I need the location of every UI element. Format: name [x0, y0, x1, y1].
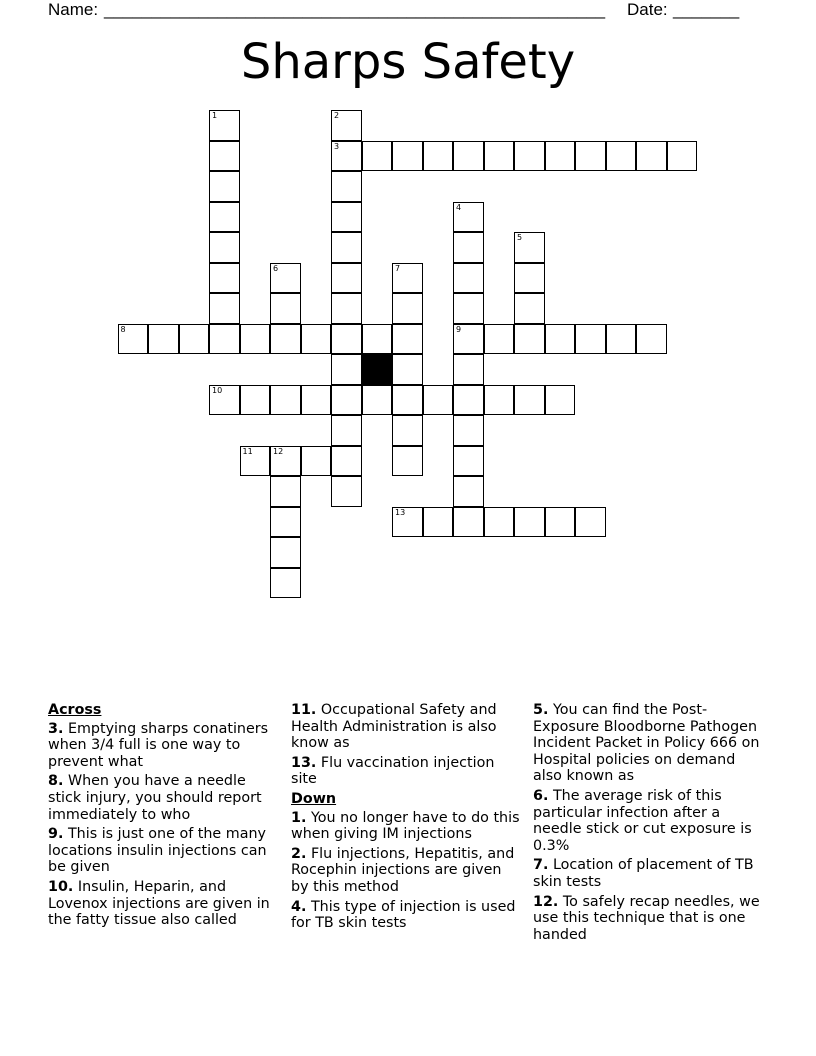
clue-number: 9: [456, 324, 462, 334]
clues-column-3: [533, 702, 765, 946]
grid-cell[interactable]: [575, 141, 606, 172]
grid-cell[interactable]: [331, 202, 362, 233]
grid-cell[interactable]: [270, 293, 301, 324]
grid-cell[interactable]: [270, 537, 301, 568]
grid-cell[interactable]: [606, 141, 637, 172]
grid-cell[interactable]: [514, 507, 545, 538]
down-heading: Down: [291, 790, 337, 807]
grid-cell[interactable]: [453, 232, 484, 263]
grid-cell[interactable]: [362, 385, 393, 416]
grid-cell[interactable]: [606, 324, 637, 355]
grid-cell[interactable]: [209, 171, 240, 202]
grid-cell[interactable]: [362, 324, 393, 355]
grid-cell[interactable]: [270, 324, 301, 355]
grid-cell[interactable]: [392, 446, 423, 477]
grid-cell[interactable]: [575, 507, 606, 538]
grid-cell[interactable]: [331, 110, 362, 141]
grid-cell[interactable]: [453, 507, 484, 538]
clue-number: 8: [120, 324, 126, 334]
name-blank[interactable]: _____________________________________________________: [104, 0, 606, 19]
across-clue: 3. Emptying sharps conatiners when 3/4 full is one way to prevent what: [48, 720, 269, 770]
down-clue: 1. You no longer have to do this when giving IM injections: [291, 809, 520, 843]
grid-cell[interactable]: [453, 293, 484, 324]
grid-cell[interactable]: [331, 324, 362, 355]
clue-number: 1: [212, 111, 218, 120]
grid-cell[interactable]: [331, 476, 362, 507]
date-label: Date:: [627, 0, 668, 19]
across-clue: 13. Flu vaccination injection site: [291, 754, 495, 788]
grid-cell[interactable]: [453, 415, 484, 446]
grid-cell[interactable]: [484, 507, 515, 538]
date-blank[interactable]: _______: [673, 0, 740, 19]
clue-number: 4: [456, 202, 462, 212]
grid-cell[interactable]: [209, 141, 240, 172]
grid-cell[interactable]: [453, 354, 484, 385]
across-heading: Across: [48, 702, 102, 718]
grid-cell[interactable]: [209, 110, 240, 141]
clue-number: 10: [212, 385, 223, 395]
grid-cell[interactable]: [514, 293, 545, 324]
grid-cell[interactable]: [240, 324, 271, 355]
across-clue: 11. Occupational Safety and Health Administration is also know as: [291, 702, 497, 752]
clue-number: 2: [334, 111, 340, 120]
grid-cell[interactable]: [453, 263, 484, 294]
grid-cell[interactable]: [270, 263, 301, 294]
down-clue: 6. The average risk of this particular infection after a needle stick or cut exposure is 0.3%: [533, 787, 752, 854]
grid-cell[interactable]: [209, 324, 240, 355]
clue-number: 6: [273, 263, 279, 273]
grid-cell[interactable]: [575, 324, 606, 355]
grid-cell[interactable]: [118, 324, 149, 355]
grid-cell[interactable]: [453, 202, 484, 233]
grid-cell[interactable]: [545, 141, 576, 172]
down-clue: 5. You can find the Post-Exposure Bloodborne Pathogen Incident Packet in Policy 666 on Hospital policies on demand also known as: [533, 702, 760, 785]
grid-cell[interactable]: [545, 507, 576, 538]
grid-cell[interactable]: [453, 385, 484, 416]
clue-number: 3: [334, 141, 340, 151]
grid-cell[interactable]: [514, 385, 545, 416]
grid-cell[interactable]: [484, 141, 515, 172]
grid-cell[interactable]: [423, 141, 454, 172]
grid-cell[interactable]: [423, 385, 454, 416]
grid-cell[interactable]: [453, 476, 484, 507]
clue-number: 13: [395, 507, 406, 517]
grid-cell[interactable]: [667, 141, 698, 172]
grid-cell[interactable]: [331, 446, 362, 477]
grid-cell[interactable]: [392, 415, 423, 446]
grid-cell[interactable]: [270, 385, 301, 416]
clue-number: 12: [273, 446, 284, 456]
down-clue: 12. To safely recap needles, we use this technique that is one handed: [533, 893, 760, 943]
black-cell: [362, 354, 393, 385]
grid-cell[interactable]: [331, 354, 362, 385]
grid-cell[interactable]: [545, 324, 576, 355]
clue-number: 11: [242, 446, 253, 456]
grid-cell[interactable]: [453, 141, 484, 172]
grid-cell[interactable]: [392, 141, 423, 172]
grid-cell[interactable]: [331, 293, 362, 324]
grid-cell[interactable]: [362, 141, 393, 172]
grid-cell[interactable]: [331, 385, 362, 416]
name-label: Name:: [48, 0, 99, 19]
grid-cell[interactable]: [301, 324, 332, 355]
grid-cell[interactable]: [392, 293, 423, 324]
clue-number: 7: [395, 263, 401, 273]
clue-number: 5: [517, 233, 523, 242]
grid-cell[interactable]: [331, 415, 362, 446]
grid-cell[interactable]: [484, 385, 515, 416]
grid-cell[interactable]: [331, 263, 362, 294]
grid-cell[interactable]: [240, 385, 271, 416]
grid-cell[interactable]: [331, 232, 362, 263]
grid-cell[interactable]: [545, 385, 576, 416]
down-clue: 7. Location of placement of TB skin tests: [533, 857, 754, 890]
grid-cell[interactable]: [270, 507, 301, 538]
grid-cell[interactable]: [514, 232, 545, 263]
grid-cell[interactable]: [240, 446, 271, 477]
page-title: Sharps Safety: [240, 34, 576, 90]
grid-cell[interactable]: [331, 141, 362, 172]
grid-cell[interactable]: [209, 263, 240, 294]
grid-cell[interactable]: [392, 385, 423, 416]
across-clue: 8. When you have a needle stick injury, you should report immediately to who: [48, 773, 262, 823]
grid-cell[interactable]: [301, 385, 332, 416]
across-clue: 10. Insulin, Heparin, and Lovenox injections are given in the fatty tissue also called: [48, 878, 270, 929]
grid-cell[interactable]: [514, 263, 545, 294]
clues-column-2: [291, 702, 523, 935]
grid-cell[interactable]: [636, 324, 667, 355]
grid-cell[interactable]: [209, 385, 240, 416]
grid-cell[interactable]: [270, 568, 301, 599]
grid-cell[interactable]: [423, 507, 454, 538]
grid-cell[interactable]: [392, 354, 423, 385]
grid-cell[interactable]: [636, 141, 667, 172]
grid-cell[interactable]: [148, 324, 179, 355]
down-clue: 4. This type of injection is used for TB skin tests: [291, 898, 516, 932]
grid-cell[interactable]: [453, 324, 484, 355]
grid-cell[interactable]: [270, 446, 301, 477]
grid-cell[interactable]: [270, 476, 301, 507]
grid-cell[interactable]: [179, 324, 210, 355]
grid-cell[interactable]: [331, 171, 362, 202]
grid-cell[interactable]: [392, 263, 423, 294]
across-clue: 9. This is just one of the many locations insulin injections can be given: [48, 826, 267, 876]
grid-cell[interactable]: [514, 324, 545, 355]
grid-cell[interactable]: [392, 324, 423, 355]
grid-cell[interactable]: [514, 141, 545, 172]
down-clue: 2. Flu injections, Hepatitis, and Rocephin injections are given by this method: [291, 845, 515, 895]
grid-cell[interactable]: [392, 507, 423, 538]
grid-cell[interactable]: [209, 202, 240, 233]
grid-cell[interactable]: [209, 293, 240, 324]
grid-cell[interactable]: [209, 232, 240, 263]
grid-cell[interactable]: [453, 446, 484, 477]
grid-cell[interactable]: [484, 324, 515, 355]
clues-column-1: [48, 702, 280, 932]
grid-cell[interactable]: [301, 446, 332, 477]
